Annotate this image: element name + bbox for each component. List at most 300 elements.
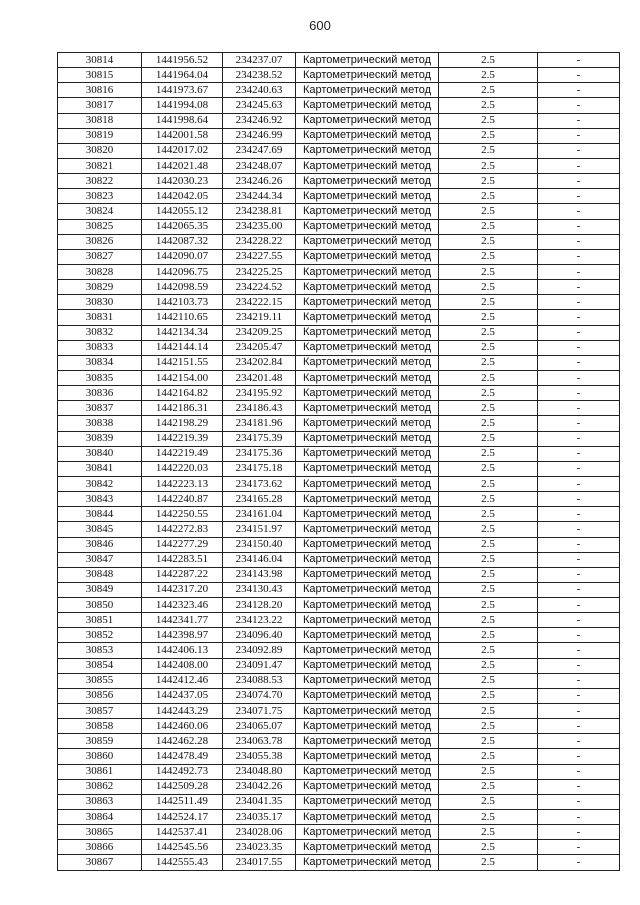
method-cell: Картометрический метод — [296, 370, 439, 385]
table-row — [58, 340, 620, 355]
accuracy-cell: 2.5 — [439, 295, 538, 310]
table-row — [58, 567, 620, 582]
point-number-cell: 30833 — [58, 340, 142, 355]
table-row — [58, 613, 620, 628]
x-coordinate-cell: 1442478.49 — [142, 749, 223, 764]
y-coordinate-cell: 234023.35 — [223, 840, 296, 855]
note-cell: - — [538, 249, 620, 264]
x-coordinate-cell: 1442272.83 — [142, 522, 223, 537]
table-row — [58, 825, 620, 840]
accuracy-cell: 2.5 — [439, 174, 538, 189]
y-coordinate-cell: 234186.43 — [223, 401, 296, 416]
x-coordinate-cell: 1442219.39 — [142, 431, 223, 446]
method-cell: Картометрический метод — [296, 613, 439, 628]
note-cell: - — [538, 628, 620, 643]
table-row — [58, 598, 620, 613]
y-coordinate-cell: 234209.25 — [223, 325, 296, 340]
table-row — [58, 704, 620, 719]
y-coordinate-cell: 234224.52 — [223, 280, 296, 295]
method-cell: Картометрический метод — [296, 446, 439, 461]
method-cell: Картометрический метод — [296, 280, 439, 295]
point-number-cell: 30815 — [58, 68, 142, 83]
table-row — [58, 461, 620, 476]
point-number-cell: 30861 — [58, 764, 142, 779]
note-cell: - — [538, 734, 620, 749]
note-cell: - — [538, 582, 620, 597]
x-coordinate-cell: 1442240.87 — [142, 492, 223, 507]
y-coordinate-cell: 234150.40 — [223, 537, 296, 552]
coordinates-table — [57, 52, 620, 871]
table-row — [58, 810, 620, 825]
table-row — [58, 507, 620, 522]
note-cell: - — [538, 704, 620, 719]
note-cell: - — [538, 567, 620, 582]
note-cell: - — [538, 613, 620, 628]
x-coordinate-cell: 1442030.23 — [142, 174, 223, 189]
accuracy-cell: 2.5 — [439, 340, 538, 355]
x-coordinate-cell: 1441956.52 — [142, 53, 223, 68]
y-coordinate-cell: 234201.48 — [223, 370, 296, 385]
method-cell: Картометрический метод — [296, 779, 439, 794]
table-row — [58, 688, 620, 703]
point-number-cell: 30824 — [58, 204, 142, 219]
accuracy-cell: 2.5 — [439, 416, 538, 431]
method-cell: Картометрический метод — [296, 552, 439, 567]
table-row — [58, 355, 620, 370]
method-cell: Картометрический метод — [296, 476, 439, 491]
x-coordinate-cell: 1442283.51 — [142, 552, 223, 567]
y-coordinate-cell: 234165.28 — [223, 492, 296, 507]
accuracy-cell: 2.5 — [439, 643, 538, 658]
x-coordinate-cell: 1442511.49 — [142, 794, 223, 809]
x-coordinate-cell: 1442042.05 — [142, 189, 223, 204]
y-coordinate-cell: 234246.26 — [223, 174, 296, 189]
x-coordinate-cell: 1442087.32 — [142, 234, 223, 249]
table-row — [58, 98, 620, 113]
method-cell: Картометрический метод — [296, 416, 439, 431]
x-coordinate-cell: 1442537.41 — [142, 825, 223, 840]
note-cell: - — [538, 295, 620, 310]
note-cell: - — [538, 764, 620, 779]
y-coordinate-cell: 234246.92 — [223, 113, 296, 128]
y-coordinate-cell: 234092.89 — [223, 643, 296, 658]
accuracy-cell: 2.5 — [439, 280, 538, 295]
y-coordinate-cell: 234161.04 — [223, 507, 296, 522]
accuracy-cell: 2.5 — [439, 264, 538, 279]
table-row — [58, 83, 620, 98]
x-coordinate-cell: 1442406.13 — [142, 643, 223, 658]
note-cell: - — [538, 158, 620, 173]
note-cell: - — [538, 234, 620, 249]
point-number-cell: 30841 — [58, 461, 142, 476]
y-coordinate-cell: 234248.07 — [223, 158, 296, 173]
table-row — [58, 522, 620, 537]
table-row — [58, 582, 620, 597]
note-cell: - — [538, 431, 620, 446]
method-cell: Картометрический метод — [296, 143, 439, 158]
y-coordinate-cell: 234246.99 — [223, 128, 296, 143]
note-cell: - — [538, 340, 620, 355]
method-cell: Картометрический метод — [296, 325, 439, 340]
method-cell: Картометрический метод — [296, 219, 439, 234]
x-coordinate-cell: 1442443.29 — [142, 704, 223, 719]
point-number-cell: 30858 — [58, 719, 142, 734]
method-cell: Картометрический метод — [296, 582, 439, 597]
method-cell: Картометрический метод — [296, 810, 439, 825]
x-coordinate-cell: 1442250.55 — [142, 507, 223, 522]
x-coordinate-cell: 1442408.00 — [142, 658, 223, 673]
table-row — [58, 840, 620, 855]
x-coordinate-cell: 1442090.07 — [142, 249, 223, 264]
method-cell: Картометрический метод — [296, 567, 439, 582]
x-coordinate-cell: 1442098.59 — [142, 280, 223, 295]
x-coordinate-cell: 1442154.00 — [142, 370, 223, 385]
method-cell: Картометрический метод — [296, 628, 439, 643]
page-number: 600 — [309, 18, 331, 33]
table-row — [58, 174, 620, 189]
point-number-cell: 30818 — [58, 113, 142, 128]
method-cell: Картометрический метод — [296, 355, 439, 370]
x-coordinate-cell: 1442460.06 — [142, 719, 223, 734]
method-cell: Картометрический метод — [296, 794, 439, 809]
method-cell: Картометрический метод — [296, 68, 439, 83]
table-row — [58, 855, 620, 870]
table-row — [58, 280, 620, 295]
table-row — [58, 416, 620, 431]
accuracy-cell: 2.5 — [439, 355, 538, 370]
x-coordinate-cell: 1442164.82 — [142, 386, 223, 401]
x-coordinate-cell: 1442065.35 — [142, 219, 223, 234]
note-cell: - — [538, 128, 620, 143]
point-number-cell: 30837 — [58, 401, 142, 416]
accuracy-cell: 2.5 — [439, 552, 538, 567]
note-cell: - — [538, 688, 620, 703]
y-coordinate-cell: 234063.78 — [223, 734, 296, 749]
x-coordinate-cell: 1442437.05 — [142, 688, 223, 703]
method-cell: Картометрический метод — [296, 764, 439, 779]
accuracy-cell: 2.5 — [439, 83, 538, 98]
table-row — [58, 310, 620, 325]
note-cell: - — [538, 219, 620, 234]
note-cell: - — [538, 280, 620, 295]
note-cell: - — [538, 446, 620, 461]
accuracy-cell: 2.5 — [439, 113, 538, 128]
table-row — [58, 628, 620, 643]
accuracy-cell: 2.5 — [439, 764, 538, 779]
point-number-cell: 30855 — [58, 673, 142, 688]
note-cell: - — [538, 537, 620, 552]
y-coordinate-cell: 234151.97 — [223, 522, 296, 537]
x-coordinate-cell: 1442219.49 — [142, 446, 223, 461]
accuracy-cell: 2.5 — [439, 507, 538, 522]
accuracy-cell: 2.5 — [439, 719, 538, 734]
accuracy-cell: 2.5 — [439, 204, 538, 219]
note-cell: - — [538, 749, 620, 764]
y-coordinate-cell: 234205.47 — [223, 340, 296, 355]
method-cell: Картометрический метод — [296, 461, 439, 476]
x-coordinate-cell: 1442398.97 — [142, 628, 223, 643]
y-coordinate-cell: 234237.07 — [223, 53, 296, 68]
x-coordinate-cell: 1442144.14 — [142, 340, 223, 355]
x-coordinate-cell: 1442287.22 — [142, 567, 223, 582]
accuracy-cell: 2.5 — [439, 582, 538, 597]
accuracy-cell: 2.5 — [439, 734, 538, 749]
note-cell: - — [538, 522, 620, 537]
note-cell: - — [538, 370, 620, 385]
accuracy-cell: 2.5 — [439, 779, 538, 794]
note-cell: - — [538, 598, 620, 613]
x-coordinate-cell: 1442555.43 — [142, 855, 223, 870]
point-number-cell: 30832 — [58, 325, 142, 340]
table-row — [58, 158, 620, 173]
point-number-cell: 30839 — [58, 431, 142, 446]
method-cell: Картометрический метод — [296, 53, 439, 68]
method-cell: Картометрический метод — [296, 749, 439, 764]
x-coordinate-cell: 1442524.17 — [142, 810, 223, 825]
note-cell: - — [538, 204, 620, 219]
x-coordinate-cell: 1442198.29 — [142, 416, 223, 431]
x-coordinate-cell: 1442220.03 — [142, 461, 223, 476]
point-number-cell: 30856 — [58, 688, 142, 703]
x-coordinate-cell: 1442509.28 — [142, 779, 223, 794]
y-coordinate-cell: 234041.35 — [223, 794, 296, 809]
note-cell: - — [538, 386, 620, 401]
accuracy-cell: 2.5 — [439, 810, 538, 825]
point-number-cell: 30820 — [58, 143, 142, 158]
y-coordinate-cell: 234240.63 — [223, 83, 296, 98]
note-cell: - — [538, 719, 620, 734]
table-row — [58, 143, 620, 158]
method-cell: Картометрический метод — [296, 840, 439, 855]
note-cell: - — [538, 673, 620, 688]
y-coordinate-cell: 234071.75 — [223, 704, 296, 719]
table-row — [58, 673, 620, 688]
table-row — [58, 53, 620, 68]
accuracy-cell: 2.5 — [439, 431, 538, 446]
method-cell: Картометрический метод — [296, 537, 439, 552]
y-coordinate-cell: 234074.70 — [223, 688, 296, 703]
note-cell: - — [538, 779, 620, 794]
method-cell: Картометрический метод — [296, 688, 439, 703]
table-row — [58, 658, 620, 673]
y-coordinate-cell: 234238.81 — [223, 204, 296, 219]
note-cell: - — [538, 310, 620, 325]
y-coordinate-cell: 234175.18 — [223, 461, 296, 476]
accuracy-cell: 2.5 — [439, 158, 538, 173]
point-number-cell: 30817 — [58, 98, 142, 113]
point-number-cell: 30853 — [58, 643, 142, 658]
table-row — [58, 219, 620, 234]
y-coordinate-cell: 234247.69 — [223, 143, 296, 158]
accuracy-cell: 2.5 — [439, 386, 538, 401]
note-cell: - — [538, 552, 620, 567]
point-number-cell: 30835 — [58, 370, 142, 385]
accuracy-cell: 2.5 — [439, 673, 538, 688]
note-cell: - — [538, 355, 620, 370]
x-coordinate-cell: 1442096.75 — [142, 264, 223, 279]
y-coordinate-cell: 234028.06 — [223, 825, 296, 840]
note-cell: - — [538, 461, 620, 476]
y-coordinate-cell: 234048.80 — [223, 764, 296, 779]
method-cell: Картометрический метод — [296, 249, 439, 264]
accuracy-cell: 2.5 — [439, 598, 538, 613]
method-cell: Картометрический метод — [296, 204, 439, 219]
accuracy-cell: 2.5 — [439, 522, 538, 537]
method-cell: Картометрический метод — [296, 431, 439, 446]
accuracy-cell: 2.5 — [439, 310, 538, 325]
coordinates-table-body — [58, 53, 620, 871]
accuracy-cell: 2.5 — [439, 325, 538, 340]
x-coordinate-cell: 1442151.55 — [142, 355, 223, 370]
y-coordinate-cell: 234225.25 — [223, 264, 296, 279]
x-coordinate-cell: 1442277.29 — [142, 537, 223, 552]
method-cell: Картометрический метод — [296, 719, 439, 734]
x-coordinate-cell: 1441994.08 — [142, 98, 223, 113]
table-row — [58, 719, 620, 734]
accuracy-cell: 2.5 — [439, 794, 538, 809]
x-coordinate-cell: 1441964.04 — [142, 68, 223, 83]
table-row — [58, 764, 620, 779]
method-cell: Картометрический метод — [296, 113, 439, 128]
y-coordinate-cell: 234055.38 — [223, 749, 296, 764]
y-coordinate-cell: 234235.00 — [223, 219, 296, 234]
method-cell: Картометрический метод — [296, 643, 439, 658]
table-row — [58, 325, 620, 340]
table-row — [58, 552, 620, 567]
point-number-cell: 30816 — [58, 83, 142, 98]
method-cell: Картометрический метод — [296, 310, 439, 325]
method-cell: Картометрический метод — [296, 234, 439, 249]
x-coordinate-cell: 1442412.46 — [142, 673, 223, 688]
method-cell: Картометрический метод — [296, 734, 439, 749]
point-number-cell: 30836 — [58, 386, 142, 401]
table-row — [58, 446, 620, 461]
method-cell: Картометрический метод — [296, 401, 439, 416]
method-cell: Картометрический метод — [296, 295, 439, 310]
accuracy-cell: 2.5 — [439, 476, 538, 491]
note-cell: - — [538, 401, 620, 416]
method-cell: Картометрический метод — [296, 492, 439, 507]
accuracy-cell: 2.5 — [439, 68, 538, 83]
table-row — [58, 734, 620, 749]
table-row — [58, 386, 620, 401]
accuracy-cell: 2.5 — [439, 219, 538, 234]
point-number-cell: 30840 — [58, 446, 142, 461]
point-number-cell: 30826 — [58, 234, 142, 249]
table-row — [58, 749, 620, 764]
note-cell: - — [538, 83, 620, 98]
table-row — [58, 476, 620, 491]
note-cell: - — [538, 855, 620, 870]
accuracy-cell: 2.5 — [439, 688, 538, 703]
accuracy-cell: 2.5 — [439, 537, 538, 552]
point-number-cell: 30827 — [58, 249, 142, 264]
accuracy-cell: 2.5 — [439, 446, 538, 461]
note-cell: - — [538, 143, 620, 158]
x-coordinate-cell: 1442017.02 — [142, 143, 223, 158]
x-coordinate-cell: 1442103.73 — [142, 295, 223, 310]
point-number-cell: 30842 — [58, 476, 142, 491]
note-cell: - — [538, 113, 620, 128]
accuracy-cell: 2.5 — [439, 249, 538, 264]
method-cell: Картометрический метод — [296, 507, 439, 522]
point-number-cell: 30828 — [58, 264, 142, 279]
note-cell: - — [538, 68, 620, 83]
accuracy-cell: 2.5 — [439, 567, 538, 582]
x-coordinate-cell: 1442134.34 — [142, 325, 223, 340]
point-number-cell: 30851 — [58, 613, 142, 628]
point-number-cell: 30845 — [58, 522, 142, 537]
y-coordinate-cell: 234130.43 — [223, 582, 296, 597]
accuracy-cell: 2.5 — [439, 370, 538, 385]
point-number-cell: 30867 — [58, 855, 142, 870]
method-cell: Картометрический метод — [296, 174, 439, 189]
method-cell: Картометрический метод — [296, 704, 439, 719]
point-number-cell: 30844 — [58, 507, 142, 522]
table-row — [58, 295, 620, 310]
method-cell: Картометрический метод — [296, 825, 439, 840]
point-number-cell: 30847 — [58, 552, 142, 567]
method-cell: Картометрический метод — [296, 522, 439, 537]
table-row — [58, 401, 620, 416]
point-number-cell: 30838 — [58, 416, 142, 431]
point-number-cell: 30862 — [58, 779, 142, 794]
point-number-cell: 30846 — [58, 537, 142, 552]
y-coordinate-cell: 234175.39 — [223, 431, 296, 446]
y-coordinate-cell: 234091.47 — [223, 658, 296, 673]
method-cell: Картометрический метод — [296, 598, 439, 613]
accuracy-cell: 2.5 — [439, 840, 538, 855]
x-coordinate-cell: 1442323.46 — [142, 598, 223, 613]
table-row — [58, 234, 620, 249]
x-coordinate-cell: 1442055.12 — [142, 204, 223, 219]
point-number-cell: 30859 — [58, 734, 142, 749]
point-number-cell: 30822 — [58, 174, 142, 189]
accuracy-cell: 2.5 — [439, 492, 538, 507]
y-coordinate-cell: 234228.22 — [223, 234, 296, 249]
point-number-cell: 30864 — [58, 810, 142, 825]
y-coordinate-cell: 234195.92 — [223, 386, 296, 401]
x-coordinate-cell: 1442492.73 — [142, 764, 223, 779]
method-cell: Картометрический метод — [296, 158, 439, 173]
x-coordinate-cell: 1442021.48 — [142, 158, 223, 173]
table-row — [58, 779, 620, 794]
accuracy-cell: 2.5 — [439, 749, 538, 764]
accuracy-cell: 2.5 — [439, 461, 538, 476]
y-coordinate-cell: 234035.17 — [223, 810, 296, 825]
method-cell: Картометрический метод — [296, 83, 439, 98]
point-number-cell: 30814 — [58, 53, 142, 68]
y-coordinate-cell: 234227.55 — [223, 249, 296, 264]
accuracy-cell: 2.5 — [439, 234, 538, 249]
accuracy-cell: 2.5 — [439, 704, 538, 719]
point-number-cell: 30865 — [58, 825, 142, 840]
accuracy-cell: 2.5 — [439, 143, 538, 158]
accuracy-cell: 2.5 — [439, 628, 538, 643]
note-cell: - — [538, 840, 620, 855]
y-coordinate-cell: 234238.52 — [223, 68, 296, 83]
accuracy-cell: 2.5 — [439, 825, 538, 840]
accuracy-cell: 2.5 — [439, 613, 538, 628]
table-row — [58, 128, 620, 143]
x-coordinate-cell: 1442001.58 — [142, 128, 223, 143]
x-coordinate-cell: 1441998.64 — [142, 113, 223, 128]
table-row — [58, 370, 620, 385]
method-cell: Картометрический метод — [296, 855, 439, 870]
table-row — [58, 431, 620, 446]
note-cell: - — [538, 794, 620, 809]
accuracy-cell: 2.5 — [439, 53, 538, 68]
